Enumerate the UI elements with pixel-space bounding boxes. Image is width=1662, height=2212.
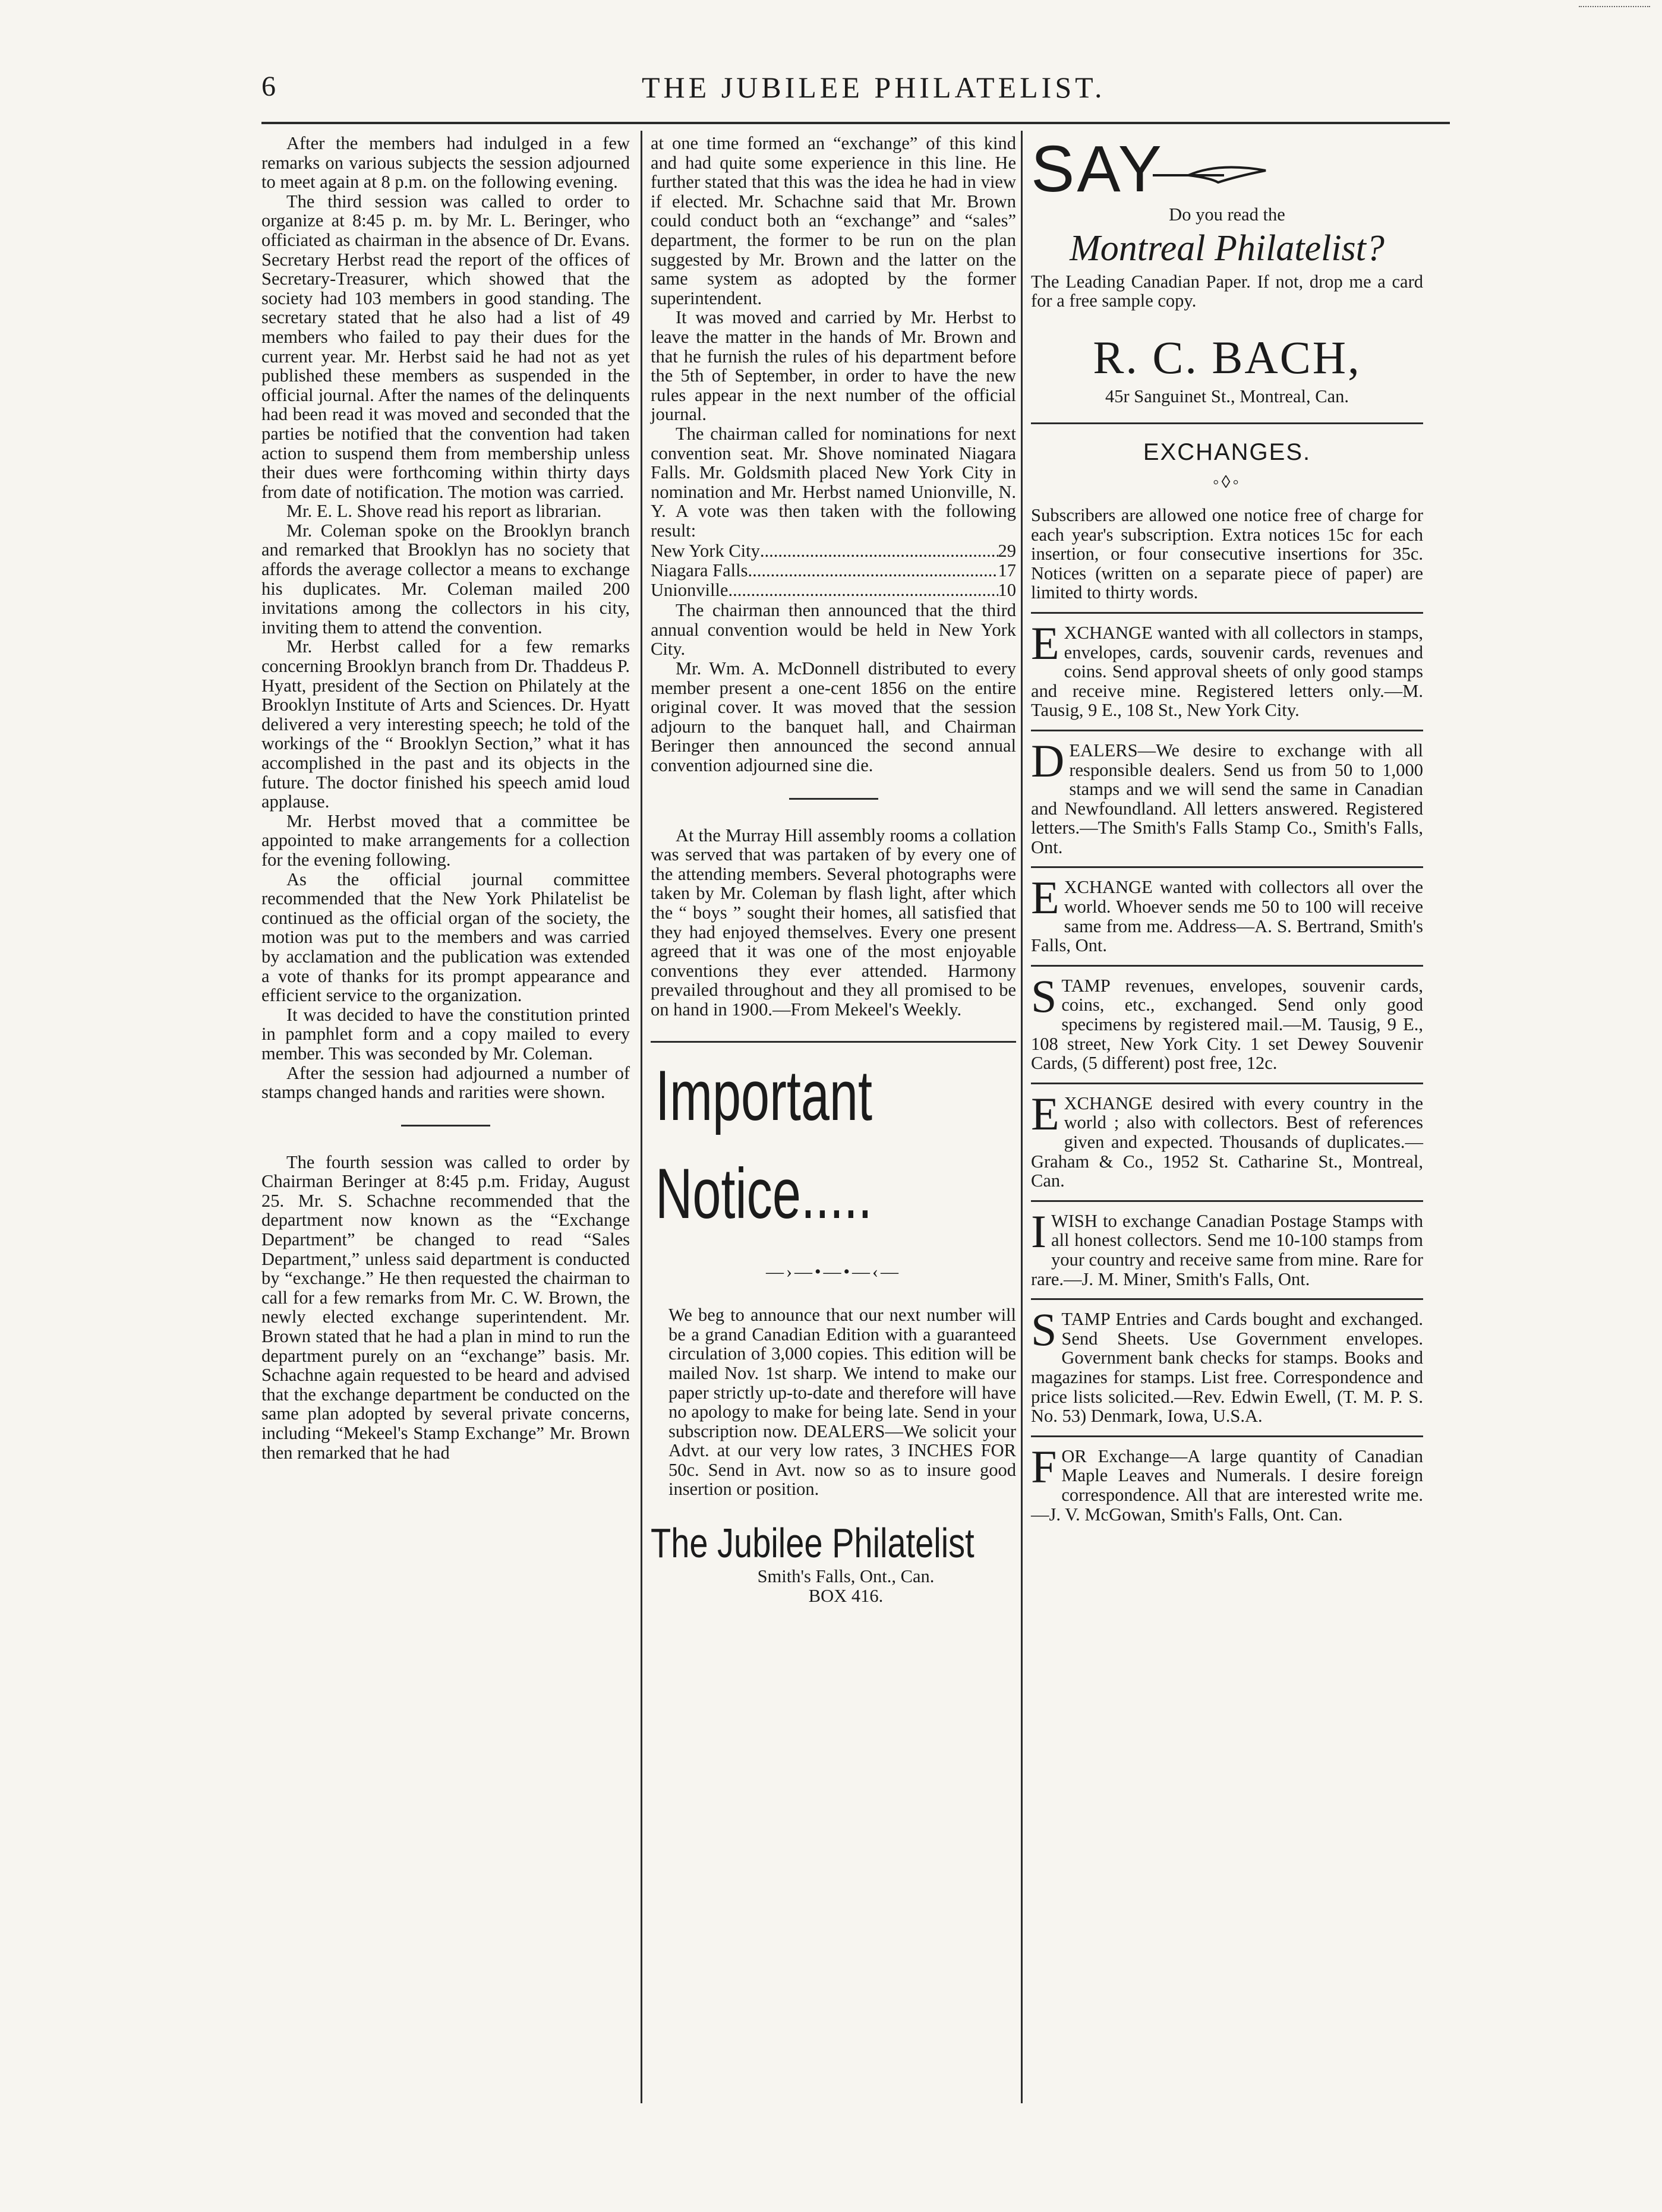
publisher-box: BOX 416.: [808, 1585, 884, 1606]
section-rule: [1031, 422, 1423, 424]
paragraph: Mr. Coleman spoke on the Brooklyn branch and remarked that Brooklyn has no society that affords the average collector a means to exchange his duplicates. Mr. Coleman mailed 200 invitations among the collectors in his city, inviting them to attend the convention.: [261, 520, 630, 638]
column-divider: [641, 131, 642, 2103]
advertiser-name: R. C. BACH,: [1093, 331, 1361, 383]
pointing-arrow-icon: [1153, 157, 1272, 187]
paragraph: Mr. Herbst called for a few remarks concerning Brooklyn branch from Dr. Thaddeus P. Hyatt, president of the Section on Philately at the Brooklyn Institute of Arts and Sciences. Dr. Hyatt delivered a very interesting speech; he told of the workings of the “ Brooklyn Section,” what it has accomplished in the past and its objects in the future. The doctor finished his speech amid loud applause.: [261, 636, 630, 812]
paragraph: The chairman called for nominations for next convention seat. Mr. Shove nominated Niagara Falls. Mr. Goldsmith placed New York City in nomination and Mr. Herbst named Unionville, N. Y. A vote was then taken with the following result:: [651, 423, 1016, 541]
do-you-read: Do you read the: [1169, 204, 1285, 225]
column-2: [651, 134, 1016, 1605]
exchange-ad: STAMP revenues, envelopes, souvenir cards, coins, etc., exchanged. Send only good specimens by registered mail.—M. Tausig, 9 E., 108 street, New York City. 1 set Dewey Souvenir Cards, (5 different) post free, 12c.: [1031, 965, 1423, 1073]
paragraph: At the Murray Hill assembly rooms a collation was served that was partaken of by every one of the attending members. Several photographs were taken by Mr. Coleman by flash light, after which the “ boys ” sought their homes, all satisfied that they had enjoyed themselves. Every one present agreed that it was one of the most enjoyable conventions they ever attended. Harmony prevailed throughout and they all promised to be on hand in 1900.—From Mekeel's Weekly.: [651, 825, 1016, 1020]
vote-row: Niagara Falls ..... 17: [651, 561, 1016, 580]
page-header: [261, 70, 1450, 112]
margin-mark: [1579, 0, 1650, 7]
column-1: [261, 134, 630, 1462]
paragraph: As the official journal committee recommended that the New York Philatelist be continued as the official organ of the society, the motion was put to the members and was carried by acclamation and the publication was extended a vote of thanks for its prompt appearance and efficient service to the organization.: [261, 869, 630, 1006]
paragraph: Mr. Herbst moved that a committee be appointed to make arrangements for a collection for the evening following.: [261, 810, 630, 870]
paragraph: at one time formed an “exchange” of this kind and had quite some experience in this line. He further stated that this was the idea he had in view if elected. Mr. Schachne said that Mr. Brown could conduct both an “exchange” and “sales” department, the former to be run on the plan suggested by Mr. Brown and the latter on the same system as adopted by the former superintendent.: [651, 133, 1016, 308]
column-3: [1031, 134, 1423, 1524]
vote-results: [651, 541, 1016, 599]
exchange-ad: EXCHANGE wanted with collectors all over the world. Whoever sends me 50 to 100 will receive same from me. Address—A. S. Bertrand, Smith's Falls, Ont.: [1031, 866, 1423, 955]
exchange-ad: STAMP Entries and Cards bought and exchanged. Send Sheets. Use Government envelopes. Government bank checks for stamps. Books and magazines for stamps. List free. Correspondence and price lists solicited.—Rev. Edwin Ewell, (T. M. P. S. No. 53) Denmark, Iowa, U.S.A.: [1031, 1298, 1423, 1426]
paragraph: Mr. E. L. Shove read his report as librarian.: [286, 501, 602, 522]
important-notice: [651, 1041, 1016, 1606]
paragraph: The chairman then announced that the third annual convention would be held in New York City.: [651, 600, 1016, 660]
exchange-ad: FOR Exchange—A large quantity of Canadian Maple Leaves and Numerals. I desire foreign correspondence. All that are interested write me.—J. V. McGowan, Smith's Falls, Ont. Can.: [1031, 1435, 1423, 1524]
say-ad: [1031, 134, 1423, 205]
publisher-name: The Jubilee Philatelist: [651, 1520, 975, 1567]
paragraph: The third session was called to order to organize at 8:45 p. m. by Mr. L. Beringer, who officiated as chairman in the absence of Dr. Evans. Secretary Herbst read the report of the offices of Secretary-Treasurer, which showed that the society had 103 members in good standing. The secretary stated that he also had a list of 49 members who failed to pay their dues for the current year. Mr. Herbst said he had not as yet published these members as suspended in the official journal. After the names of the delinquents had been read it was moved and seconded that the parties be notified that the convention had taken action to suspend them from membership unless their dues were forthcoming within thirty days from date of notification. The motion was carried.: [261, 191, 630, 502]
advertiser-address: 45r Sanguinet St., Montreal, Can.: [1105, 386, 1349, 406]
vote-row: New York City ..... 29: [651, 541, 1016, 561]
paragraph: After the members had indulged in a few remarks on various subjects the session adjourned to meet again at 8 p.m. on the following evening.: [261, 133, 630, 193]
ornament-divider: ◦◊◦: [1212, 472, 1242, 493]
notice-text: We beg to announce that our next number will be a grand Canadian Edition with a guaranteed circulation of 3,000 copies. This edition will be mailed Nov. 1st sharp. We intend to make our paper strictly up-to-date and therefore will have no apology to make for being late. Send in your subscription now. DEALERS—We solicit your Advt. at our very low rates, 3 INCHES FOR 50c. Send in Avt. now so as to insure good insertion or position.: [668, 1305, 1016, 1500]
section-rule: [789, 798, 878, 800]
exchanges-heading: EXCHANGES.: [1143, 439, 1311, 466]
paragraph: It was moved and carried by Mr. Herbst to leave the matter in the hands of Mr. Brown and that he furnish the rules of his department before the 5th of September, in order to have the new rules appear in the next number of the official journal.: [651, 307, 1016, 425]
vote-row: Unionville ..... 10: [651, 580, 1016, 600]
exchange-ad: EXCHANGE desired with every country in the world ; also with collectors. Best of references given and expected. Thousands of duplicates.—Graham & Co., 1952 St. Catharine St., Montreal, Can.: [1031, 1083, 1423, 1191]
section-rule: [401, 1125, 490, 1126]
ornament-divider: —›—•—•—‹—: [766, 1261, 901, 1282]
page-number: 6: [261, 71, 276, 102]
montreal-philatelist-title: Montreal Philatelist?: [1070, 228, 1385, 269]
notice-heading: Notice.....: [655, 1153, 872, 1233]
leading-paper-text: The Leading Canadian Paper. If not, drop me a card for a free sample copy.: [1031, 271, 1423, 311]
running-title: THE JUBILEE PHILATELIST.: [642, 71, 1106, 104]
paragraph: After the session had adjourned a number of stamps changed hands and rarities were shown.: [261, 1062, 630, 1103]
exchange-ad: DEALERS—We desire to exchange with all responsible dealers. Send us from 50 to 1,000 stamps and we will send the same in Canadian and Newfoundland. All letters answered. Registered letters.—The Smith's Falls Stamp Co., Smith's Falls, Ont.: [1031, 730, 1423, 857]
say-heading: SAY: [1031, 132, 1164, 206]
important-heading: Important: [655, 1055, 872, 1135]
header-rule: [261, 122, 1450, 124]
publisher-address: Smith's Falls, Ont., Can.: [757, 1566, 935, 1587]
exchange-ad: EXCHANGE wanted with all collectors in stamps, envelopes, cards, souvenir cards, revenues and coins. Send approval sheets of only good stamps and receive mine. Registered letters only.—M. Tausig, 9 E., 108 St., New York City.: [1031, 612, 1423, 720]
exchange-ad: I WISH to exchange Canadian Postage Stamps with all honest collectors. Send me 10-100 stamps from your country and receive same from mine. Rare for rare.—J. M. Miner, Smith's Falls, Ont.: [1031, 1200, 1423, 1289]
paragraph: Mr. Wm. A. McDonnell distributed to every member present a one-cent 1856 on the entire original cover. It was moved that the session adjourn to the banquet hall, and Chairman Beringer then announced the second annual convention adjourned sine die.: [651, 658, 1016, 775]
exchanges-note: Subscribers are allowed one notice free of charge for each year's subscription. Extra notices 15c for each insertion, or four consecutive insertions for 35c. Notices (written on a separate piece of paper) are limited to thirty words.: [1031, 504, 1423, 603]
paragraph: The fourth session was called to order by Chairman Beringer at 8:45 p.m. Friday, August 25. Mr. S. Schachne recommended that the department now known as the “Exchange Department” be changed to read “Sales Department,” unless said department is conducted by “exchange.” He then requested the chairman to call for a few remarks from Mr. C. W. Brown, the newly elected exchange superintendent. Mr. Brown stated that he had a plan in mind to run the department purely on an “exchange” basis. Mr. Schachne again requested to be heard and advised that the exchange department be conducted on the same plan adopted by several private concerns, including “Mekeel's Stamp Exchange” Mr. Brown then remarked that he had: [261, 1151, 630, 1463]
column-divider: [1021, 131, 1023, 2103]
paragraph: It was decided to have the constitution printed in pamphlet form and a copy mailed to every member. This was seconded by Mr. Coleman.: [261, 1004, 630, 1064]
